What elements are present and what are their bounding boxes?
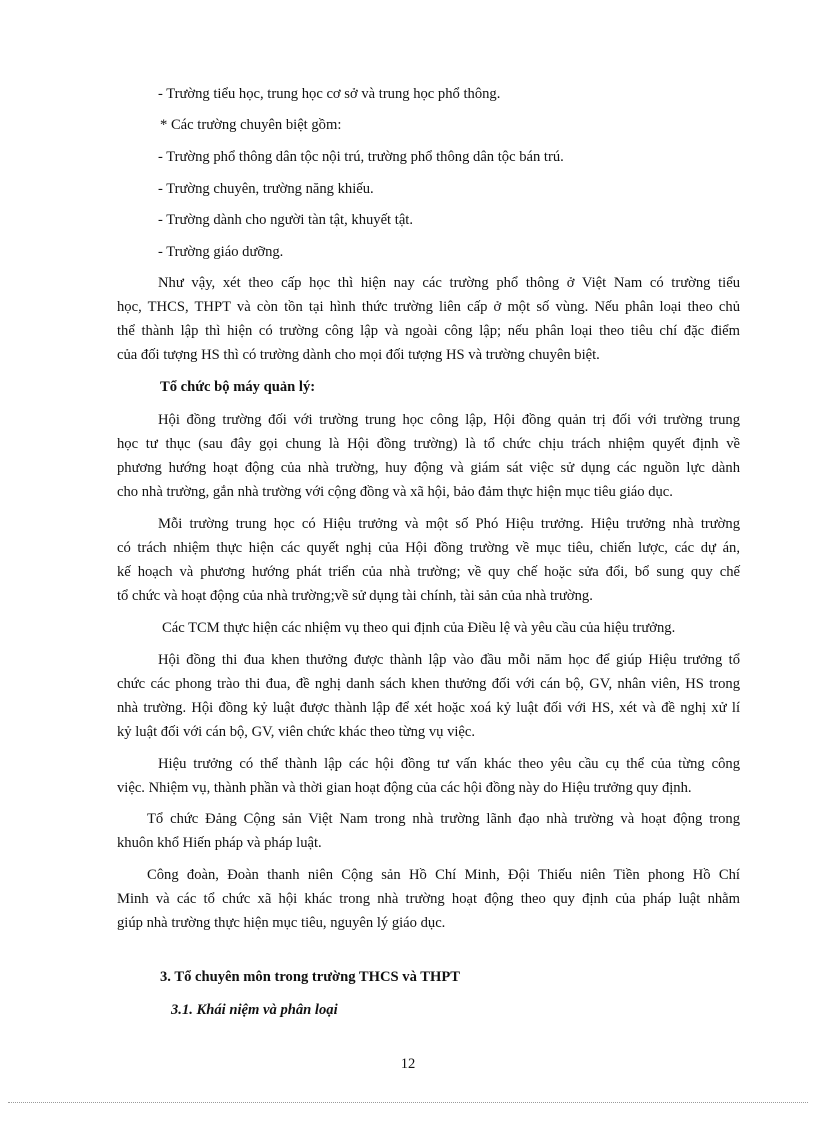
paragraph-line: Mỗi trường trung học có Hiệu trưởng và một số Phó Hiệu trưởng. Hiệu trưởng nhà trường (158, 516, 740, 532)
paragraph-line: Tổ chức Đảng Cộng sản Việt Nam trong nhà trường lãnh đạo nhà trường và hoạt động trong (147, 811, 740, 827)
paragraph-line: Hiệu trưởng có thể thành lập các hội đồng tư vấn khác theo yêu cầu cụ thể của từng công (158, 756, 740, 772)
paragraph-line: học tư thục (sau đây gọi chung là Hội đồng trường) là tổ chức chịu trách nhiệm quyết định về (117, 436, 740, 452)
paragraph-line: giúp nhà trường thực hiện mục tiêu, nguyên lý giáo dục. (117, 915, 446, 931)
list-item: - Trường dành cho người tàn tật, khuyết tật. (158, 212, 413, 228)
section-heading: Tổ chức bộ máy quản lý: (160, 379, 316, 395)
paragraph-line: nhà trường. Hội đồng kỷ luật được thành lập để xét hoặc xoá kỷ luật đối với HS, xét và đề nghị xử lí (117, 700, 740, 716)
paragraph-line: có trách nhiệm thực hiện các quyết nghị của Hội đồng trường về mục tiêu, chiến lược, các dự án, (117, 540, 740, 556)
page-footer-divider (8, 1102, 808, 1103)
paragraph-line: thể thành lập thì hiện có trường công lập và ngoài công lập; nếu phân loại theo tiêu chí đặc điểm (117, 323, 740, 339)
list-heading: * Các trường chuyên biệt gồm: (160, 117, 342, 133)
paragraph-line: chức các phong trào thi đua, đề nghị danh sách khen thưởng đối với cán bộ, GV, nhân viên, HS trong (117, 676, 740, 692)
list-item: - Trường giáo dưỡng. (158, 244, 284, 260)
list-item: - Trường tiểu học, trung học cơ sở và trung học phổ thông. (158, 86, 501, 102)
page-number: 12 (400, 1056, 416, 1072)
paragraph-line: Hội đồng trường đối với trường trung học công lập, Hội đồng quản trị đối với trường trung (158, 412, 740, 428)
subsection-heading: 3.1. Khái niệm và phân loại (171, 1002, 338, 1018)
paragraph-line: khuôn khổ Hiến pháp và pháp luật. (117, 835, 322, 851)
paragraph-line: phương hướng hoạt động của nhà trường, huy động và giám sát việc sử dụng các nguồn lực dành (117, 460, 740, 476)
list-item: - Trường phổ thông dân tộc nội trú, trường phổ thông dân tộc bán trú. (158, 149, 564, 165)
paragraph-line: của đối tượng HS thì có trường dành cho mọi đối tượng HS và trường chuyên biệt. (117, 347, 600, 363)
paragraph-line: Công đoàn, Đoàn thanh niên Cộng sản Hồ Chí Minh, Đội Thiếu niên Tiền phong Hồ Chí (147, 867, 740, 883)
paragraph-line: tổ chức và hoạt động của nhà trường;về sử dụng tài chính, tài sản của nhà trường. (117, 588, 593, 604)
paragraph-line: Minh và các tổ chức xã hội khác trong nhà trường hoạt động theo quy định của pháp luật nhằm (117, 891, 740, 907)
paragraph-line: kỷ luật đối với cán bộ, GV, viên chức khác theo từng vụ việc. (117, 724, 476, 740)
paragraph-line: học, THCS, THPT và còn tồn tại hình thức trường liên cấp ở một số vùng. Nếu phân loại theo chủ (117, 299, 740, 315)
paragraph-line: Các TCM thực hiện các nhiệm vụ theo qui định của Điều lệ và yêu cầu của hiệu trưởng. (162, 620, 676, 636)
paragraph-line: cho nhà trường, gắn nhà trường với cộng đồng và xã hội, bảo đảm thực hiện mục tiêu giáo dục. (117, 484, 673, 500)
paragraph-line: việc. Nhiệm vụ, thành phần và thời gian hoạt động của các hội đồng này do Hiệu trưởng quy định. (117, 780, 692, 796)
section-heading: 3. Tổ chuyên môn trong trường THCS và THPT (160, 969, 460, 985)
paragraph-line: Như vậy, xét theo cấp học thì hiện nay các trường phổ thông ở Việt Nam có trường tiểu (158, 275, 740, 291)
paragraph-line: kế hoạch và phương hướng phát triển của nhà trường; về quy chế hoặc sửa đổi, bổ sung quy chế (117, 564, 740, 580)
paragraph-line: Hội đồng thi đua khen thưởng được thành lập vào đầu mỗi năm học để giúp Hiệu trưởng tổ (158, 652, 740, 668)
list-item: - Trường chuyên, trường năng khiếu. (158, 181, 374, 197)
